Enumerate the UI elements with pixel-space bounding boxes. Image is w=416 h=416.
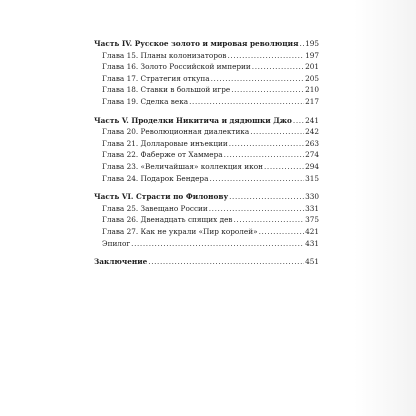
page-number: 451 (305, 257, 319, 267)
toc-part-6 (94, 191, 319, 203)
dot-leader (228, 50, 305, 62)
part-title: Часть IV. Русское золото и мировая революция (94, 39, 299, 48)
section-gap (94, 108, 319, 115)
dot-leader (209, 203, 304, 215)
dot-leader (209, 173, 304, 185)
toc-part-4 (94, 38, 319, 50)
dot-leader (252, 61, 304, 73)
toc-chapter-16 (94, 61, 319, 73)
toc-conclusion (94, 256, 319, 268)
page-number: 201 (305, 62, 319, 72)
toc-chapter-17 (94, 73, 319, 85)
chapter-title: Глава 25. Завещано России (102, 203, 208, 213)
chapter-title: Глава 20. Революционная диалектика (102, 127, 250, 137)
toc-chapter-21 (94, 138, 319, 150)
dot-leader (131, 238, 304, 250)
page-number: 217 (305, 96, 319, 106)
part-title: Часть VI. Страсти по Филонову (94, 192, 229, 202)
page-number: 421 (305, 226, 319, 236)
dot-leader (250, 126, 304, 138)
section-gap (94, 184, 319, 191)
toc-epilogue (94, 238, 319, 250)
chapter-title: Глава 26. Двенадцать спящих дев (102, 215, 233, 225)
page-number: 242 (305, 127, 319, 137)
toc-chapter-22 (94, 149, 319, 161)
toc-chapter-20 (94, 126, 319, 138)
page-edge-shadow (354, 0, 416, 416)
dot-leader (211, 73, 304, 85)
dot-leader (229, 191, 304, 203)
dot-leader (148, 256, 304, 268)
chapter-title: Глава 22. Фаберже от Хаммера (102, 150, 223, 160)
page-number: 315 (305, 173, 319, 183)
page-number: 210 (305, 85, 319, 95)
toc-chapter-18 (94, 84, 319, 96)
dot-leader (231, 84, 304, 96)
dot-leader (224, 149, 304, 161)
dot-leader (299, 38, 304, 50)
toc-chapter-15 (94, 50, 319, 62)
page-number: 431 (305, 238, 319, 248)
dot-leader (259, 226, 304, 238)
page-number: 195 (305, 39, 319, 48)
chapter-title: Глава 24. Подарок Бендера (102, 173, 209, 183)
epilogue-title: Эпилог (102, 238, 131, 248)
conclusion-title: Заключение (94, 257, 148, 267)
page-number: 197 (305, 50, 319, 60)
toc-chapter-19 (94, 96, 319, 108)
page-number: 241 (305, 115, 319, 125)
chapter-title: Глава 15. Планы колонизаторов (102, 50, 227, 60)
toc-chapter-26 (94, 214, 319, 226)
dot-leader (229, 138, 304, 150)
page-number: 330 (305, 192, 319, 202)
table-of-contents (94, 38, 319, 268)
dot-leader (234, 214, 305, 226)
page-number: 331 (305, 203, 319, 213)
chapter-title: Глава 21. Долларовые инъекции (102, 138, 228, 148)
dot-leader (189, 96, 304, 108)
page-number: 263 (305, 138, 319, 148)
chapter-title: Глава 27. Как не украли «Пир королей» (102, 226, 258, 236)
toc-chapter-27 (94, 226, 319, 238)
chapter-title: Глава 23. «Величайшая» коллекция икон (102, 161, 263, 171)
chapter-title: Глава 19. Сделка века (102, 96, 189, 106)
toc-chapter-23 (94, 161, 319, 173)
chapter-title: Глава 17. Стратегия откупа (102, 73, 210, 83)
toc-part-5 (94, 115, 319, 127)
section-gap (94, 249, 319, 256)
page-number: 205 (305, 73, 319, 83)
page-number: 294 (305, 161, 319, 171)
toc-chapter-25 (94, 203, 319, 215)
chapter-title: Глава 18. Ставки в большой игре (102, 85, 231, 95)
dot-leader (293, 115, 304, 127)
dot-leader (264, 161, 304, 173)
page-number: 375 (305, 215, 319, 225)
chapter-title: Глава 16. Золото Российской империи (102, 62, 251, 72)
toc-chapter-24 (94, 173, 319, 185)
page-number: 274 (305, 150, 319, 160)
part-title: Часть V. Проделки Никитича и дядюшки Джо (94, 115, 292, 125)
